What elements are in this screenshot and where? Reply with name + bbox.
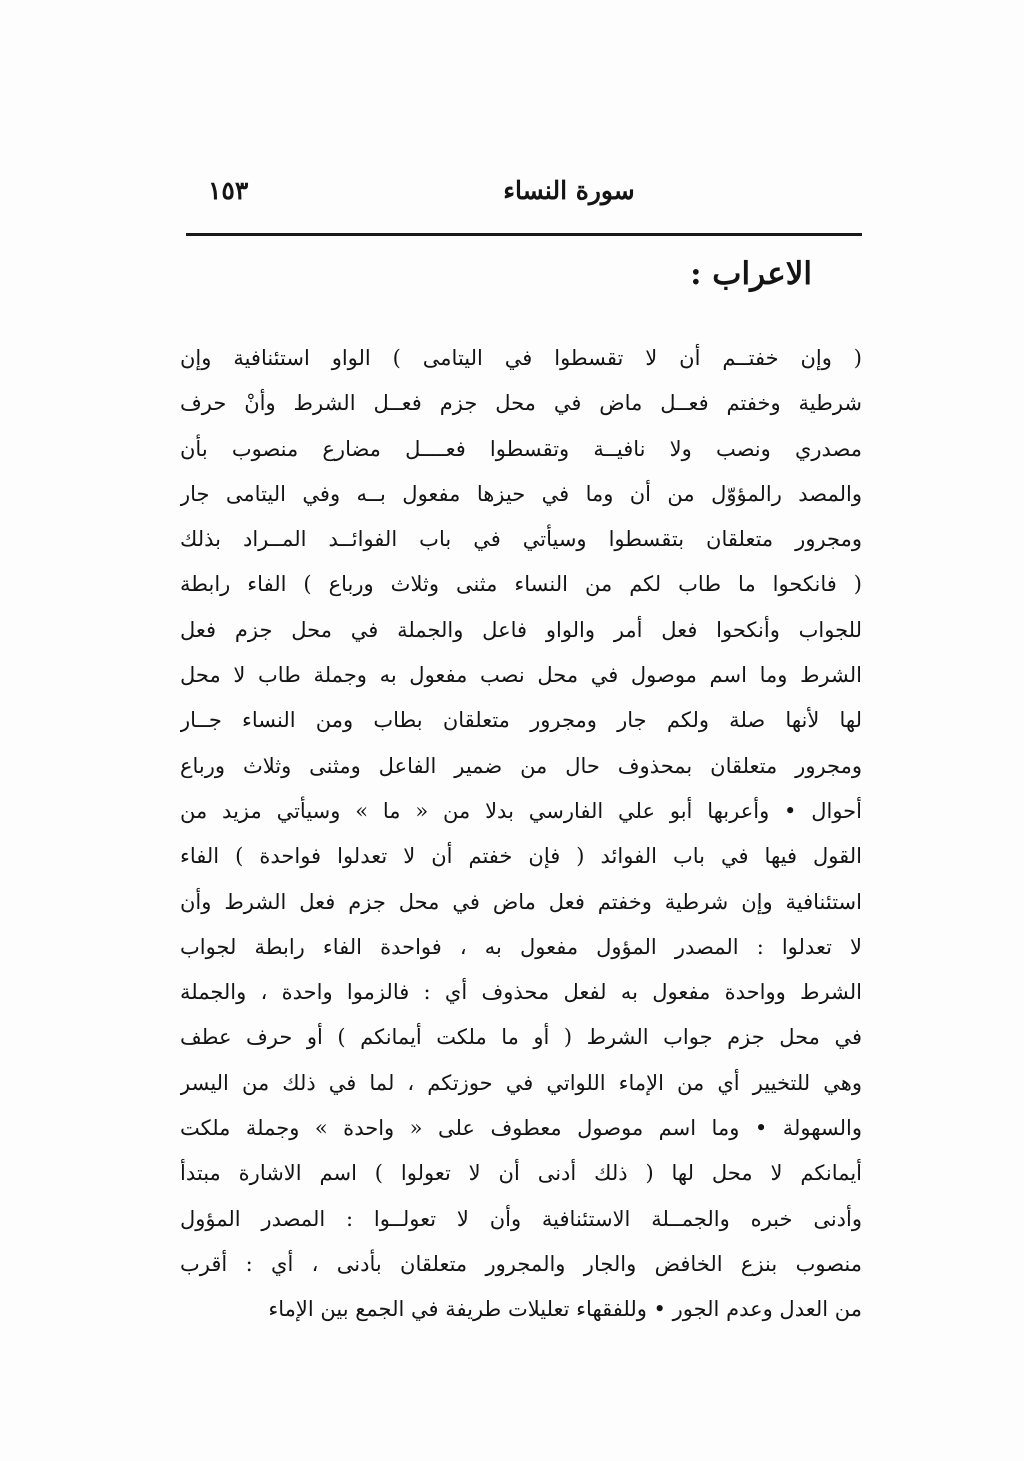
text-line: لا تعدلوا : المصدر المؤول مفعول به ، فواحدة الفاء رابطة لجواب [180,934,862,959]
text-line: ومجرور متعلقان بمحذوف حال من ضمير الفاعل ومثنى وثلاث ورباع [180,753,862,778]
text-line: لها لأنها صلة ولكم جار ومجرور متعلقان بطاب ومن النساء جــار [180,708,862,733]
text-line: ( وإن خفتــم أن لا تقسطوا في اليتامى ) الواو استئنافية وإن [180,346,862,370]
text-line: الشرط وما اسم موصول في محل نصب مفعول به وجملة طاب لا محل [180,663,862,688]
text-line: وهي للتخيير أي من الإماء اللواتي في حوزتكم ، لما في ذلك من اليسر [180,1070,862,1095]
page-number: ١٥٣ [208,176,249,205]
text-line: والسهولة • وما اسم موصول معطوف على « واحدة » وجملة ملكت [180,1116,862,1141]
text-line: استئنافية وإن شرطية وخفتم فعل ماض في محل جزم فعل الشرط وأن [180,889,862,914]
text-line: والمصد رالمؤوّل من أن وما في حيزها مفعول بــه وفي اليتامى جار [180,481,862,506]
text-line: منصوب بنزع الخافض والجار والمجرور متعلقان بأدنى ، أي : أقرب [180,1251,862,1276]
text-line: من العدل وعدم الجور • وللفقهاء تعليلات طريفة في الجمع بين الإماء [268,1297,862,1322]
text-line: شرطية وخفتم فعــل ماض في محل جزم فعــل الشرط وأنْ حرف [180,391,862,416]
running-header [186,176,862,216]
text-line: أيمانكم لا محل لها ( ذلك أدنى أن لا تعولوا ) اسم الاشارة مبتدأ [180,1161,862,1186]
text-line: مصدري ونصب ولا نافيــة وتقسطوا فعــــل مضارع منصوب بأن [180,436,862,461]
text-line: في محل جزم جواب الشرط ( أو ما ملكت أيمانكم ) أو حرف عطف [180,1025,862,1050]
body-text [180,336,862,1333]
text-line: ( فانكحوا ما طاب لكم من النساء مثنى وثلاث ورباع ) الفاء رابطة [180,572,862,597]
text-line: الشرط وواحدة مفعول به لفعل محذوف أي : فالزموا واحدة ، والجملة [180,980,862,1005]
text-line: القول فيها في باب الفوائد ( فإن خفتم أن لا تعدلوا فواحدة ) الفاء [180,844,862,869]
header-divider [186,233,862,236]
text-line: وأدنى خبره والجمــلة الاستئنافية وأن لا تعولــوا : المصدر المؤول [180,1206,862,1231]
surah-title: سورة النساء [503,176,635,205]
text-line: للجواب وأنكحوا فعل أمر والواو فاعل والجملة في محل جزم فعل [180,617,862,642]
text-line: ومجرور متعلقان بتقسطوا وسيأتي في باب الفوائــد المــراد بذلك [180,527,862,552]
text-line: أحوال • وأعربها أبو علي الفارسي بدلا من « ما » وسيأتي مزيد من [180,798,862,823]
section-heading: الاعراب : [690,256,812,292]
